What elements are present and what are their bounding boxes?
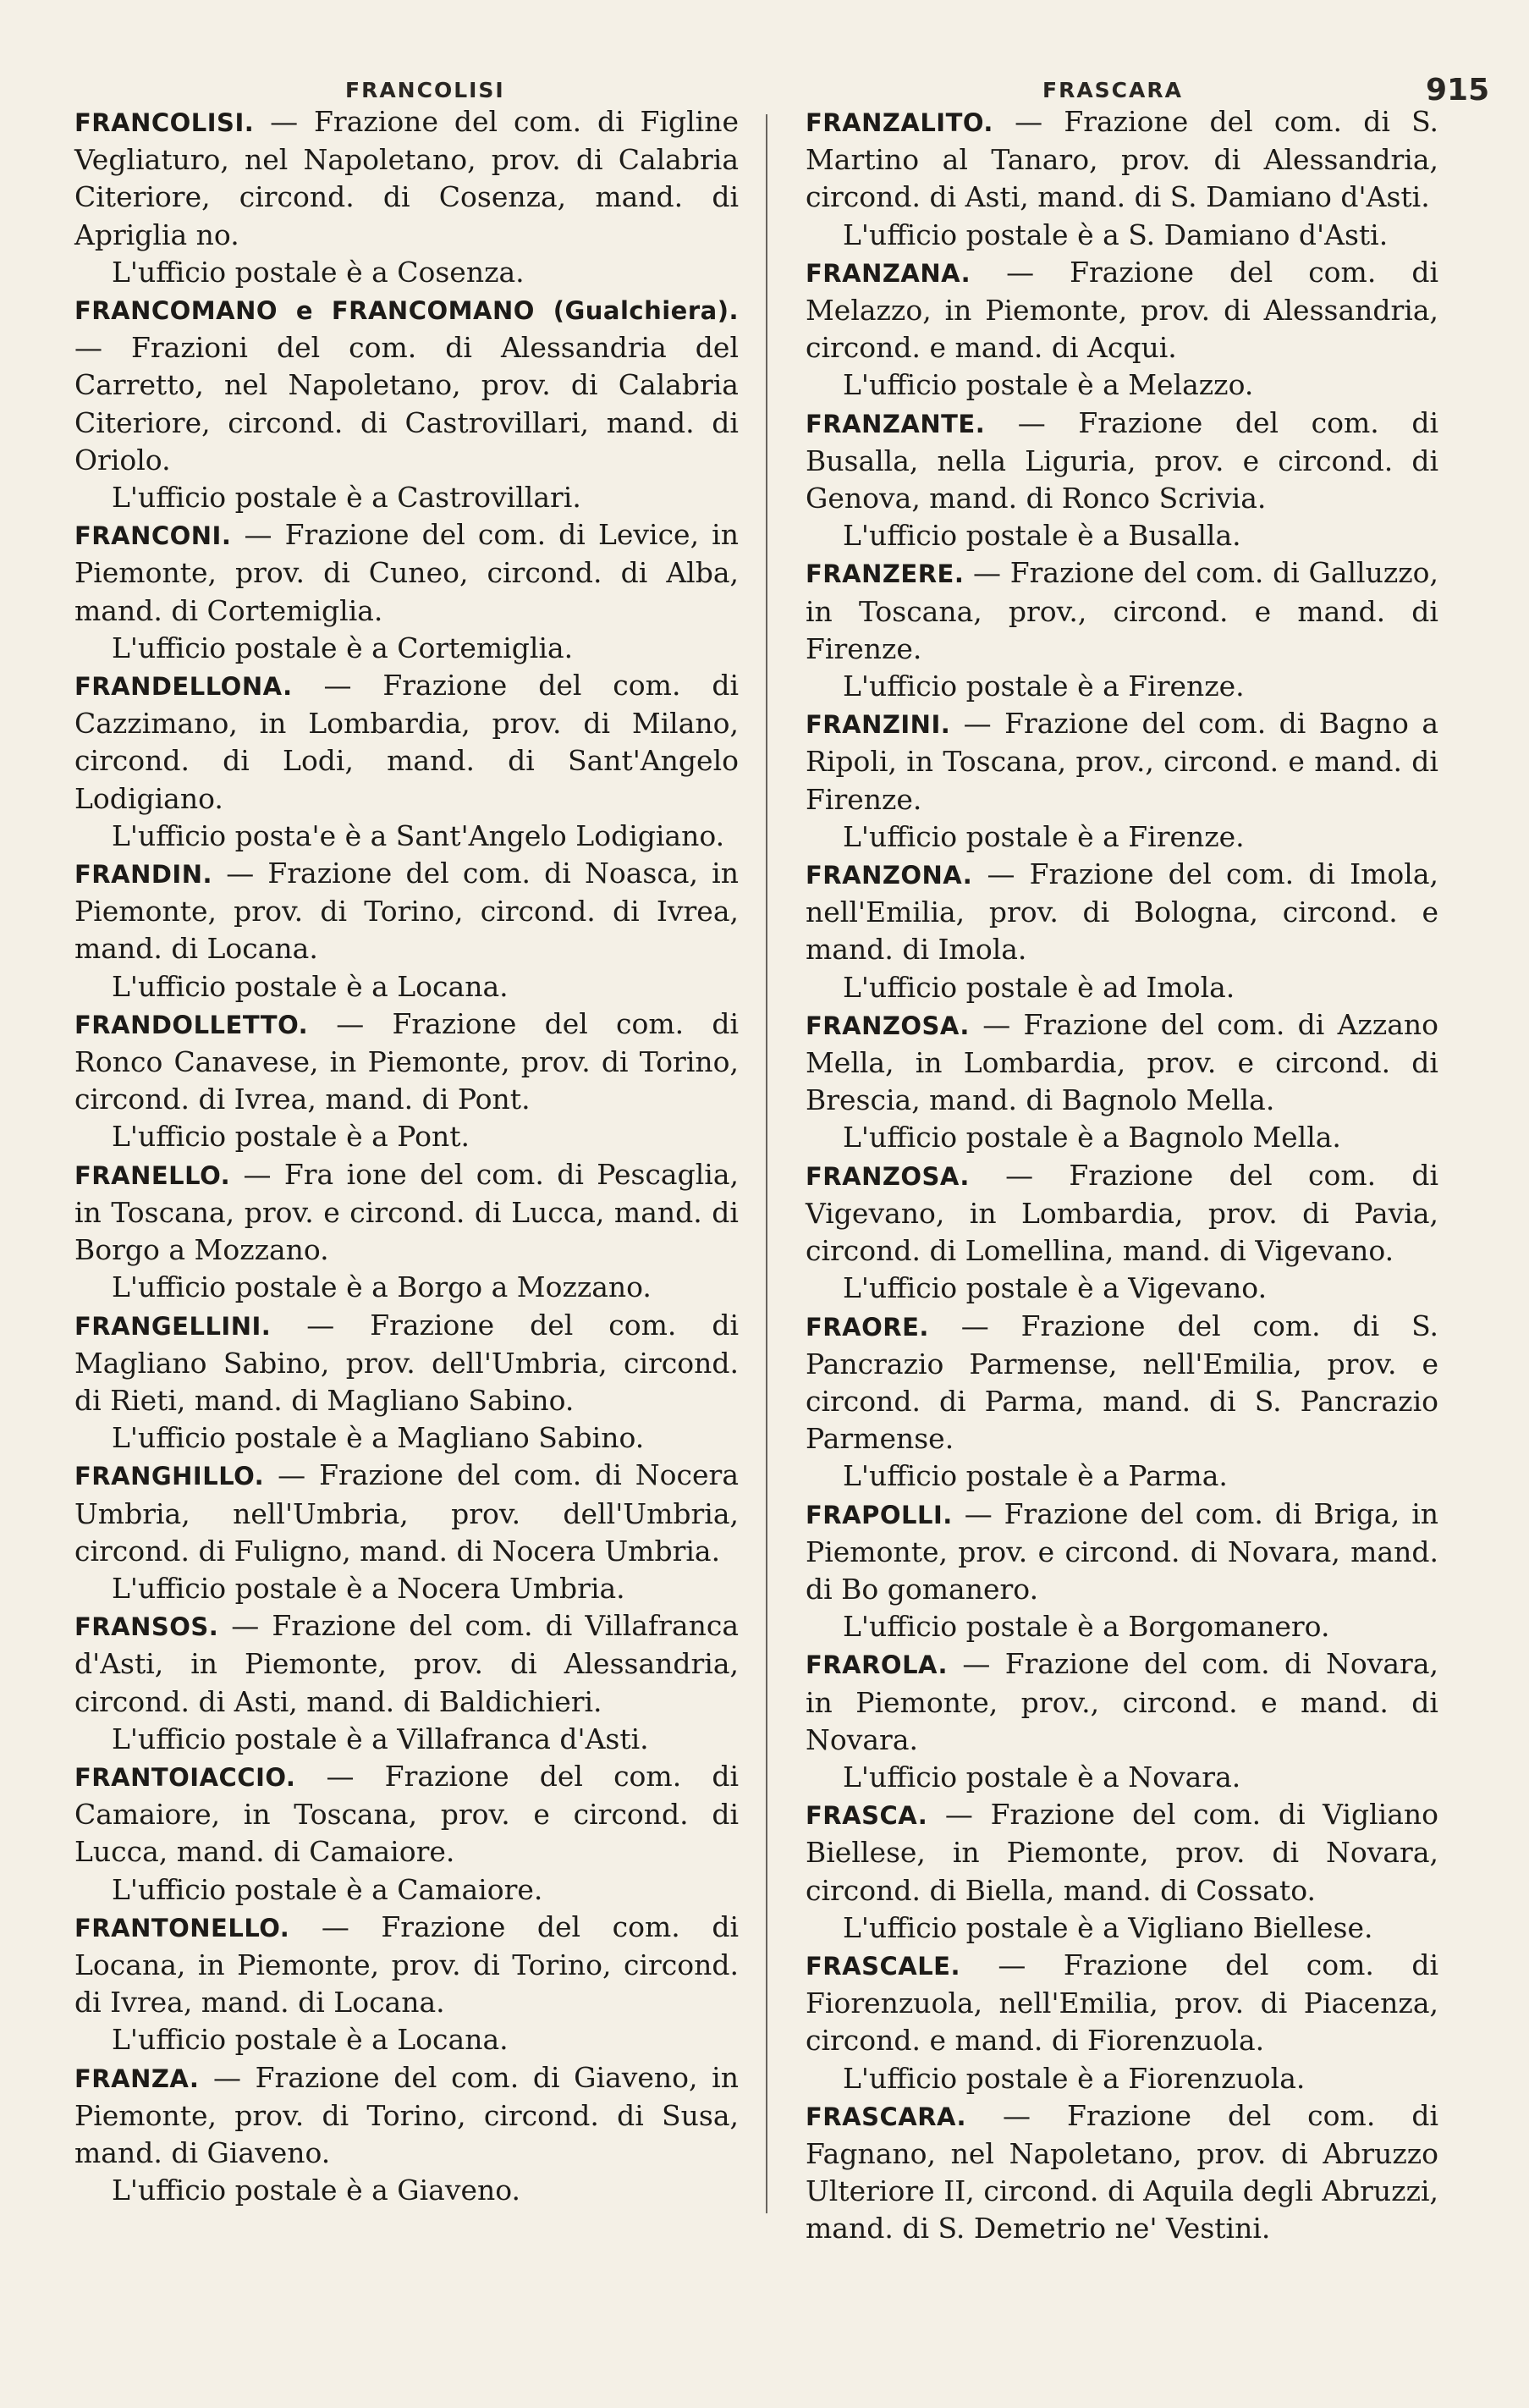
entry [74, 103, 739, 291]
entry-text: — Frazione del com. di Locana, in Piemonte, prov. di Torino, circond. di Ivrea, mand. di Locana. [74, 1909, 739, 2020]
entry [806, 1796, 1438, 1947]
entry-headword: FRANSOS. [74, 1612, 219, 1642]
entry-headword: FRANDIN. [74, 860, 213, 890]
entry-post-office: L'ufficio postale è ad Imola. [843, 970, 1235, 1004]
entry-headword: FRANDELLONA. [74, 672, 293, 702]
entry-post-office: L'ufficio postale è a Vigliano Biellese. [843, 1910, 1373, 1944]
entry-headword: FRANCOLISI. [74, 108, 255, 137]
running-head-center: FRASCARA [1042, 78, 1183, 102]
entry [806, 2097, 1438, 2248]
entry-body [806, 1496, 1438, 1609]
entry [806, 1157, 1438, 1308]
entry-text: — Frazione del com. di Imola, nell'Emilia, prov. di Bologna, circond. e mand. di Imola. [806, 857, 1438, 967]
entry-headword: FRAORE. [806, 1312, 929, 1342]
entry-post-office: L'ufficio postale è a Borgo a Mozzano. [112, 1270, 652, 1304]
entry-body [74, 855, 739, 968]
entry-headword: FRANTOIACCIO. [74, 1762, 296, 1792]
entry-text: — Frazione del com. di S. Pancrazio Parmense, nell'Emilia, prov. e circond. di Parma, mand. di S. Pancrazio Parmense. [806, 1309, 1438, 1456]
entry-post-office: L'ufficio postale è a Nocera Umbria. [112, 1571, 625, 1605]
entry-text: — Frazione del com. di Galluzzo, in Toscana, prov., circond. e mand. di Firenze. [806, 556, 1438, 665]
entry-post-office: L'ufficio postale è a Cosenza. [112, 255, 525, 289]
entry [74, 2059, 739, 2210]
entry-body [806, 103, 1438, 217]
entry-body [74, 1909, 739, 2022]
entry-text: — Frazione del com. di Figline Vegliaturo, nel Napoletano, prov. di Calabria Citeriore, circond. di Cosenza, mand. di Apriglia no. [74, 105, 739, 251]
entry-post-office: L'ufficio postale è a Vigevano. [843, 1271, 1268, 1305]
entry-body [806, 1308, 1438, 1458]
entry-headword: FRANGHILLO. [74, 1462, 265, 1491]
entry-body [74, 1307, 739, 1420]
entry-post-office: L'ufficio posta'e è a Sant'Angelo Lodigiano. [112, 818, 725, 852]
entry-body [74, 2059, 739, 2173]
entry-post-office: L'ufficio postale è a Locana. [112, 2023, 509, 2057]
entry-headword: FRANTONELLO. [74, 1913, 290, 1942]
right-column [806, 103, 1438, 2270]
entry-text: — Frazione del com. di Vigevano, in Lombardia, prov. di Pavia, circond. di Lomellina, mand. di Vigevano. [806, 1158, 1438, 1268]
entry-text: — Frazione del com. di Noasca, in Piemonte, prov. di Torino, circond. di Ivrea, mand. di Locana. [74, 857, 739, 966]
entry-post-office: L'ufficio postale è a Pont. [112, 1120, 470, 1154]
entry-headword: FRANZANTE. [806, 409, 986, 438]
entry-post-office: L'ufficio postale è a Firenze. [843, 819, 1245, 853]
entry [806, 405, 1438, 555]
entry-text: — Frazione del com. di Villafranca d'Asti, in Piemonte, prov. di Alessandria, circond. di Asti, mand. di Baldichieri. [74, 1609, 739, 1718]
entry-post-office: L'ufficio postale è a Melazzo. [843, 368, 1254, 402]
entry-headword: FRANZALITO. [806, 108, 993, 137]
entry [806, 554, 1438, 705]
entry-headword: FRASCARA. [806, 2102, 967, 2131]
entry [74, 1457, 739, 1607]
entry-text: — Frazione del com. di Fagnano, nel Napoletano, prov. di Abruzzo Ulteriore II, circond. di Aquila degli Abruzzi, mand. di S. Demetrio ne' Vestini. [806, 2098, 1438, 2245]
entry-text: — Frazione del com. di Giaveno, in Piemonte, prov. di Torino, circond. di Susa, mand. di Giaveno. [74, 2060, 739, 2169]
entry [806, 705, 1438, 856]
entry-text: — Fra ione del com. di Pescaglia, in Toscana, prov. e circond. di Lucca, mand. di Borgo a Mozzano. [74, 1157, 739, 1267]
entry-body [74, 1156, 739, 1270]
entry-body [806, 254, 1438, 367]
entry-post-office: L'ufficio postale è a Cortemiglia. [112, 631, 574, 664]
entry-post-office: L'ufficio postale è a Camaiore. [112, 1872, 543, 1906]
entry-body [806, 856, 1438, 969]
entry [74, 1607, 739, 1758]
entry-headword: FRANDOLLETTO. [74, 1010, 309, 1039]
entry-post-office: L'ufficio postale è a Borgomanero. [843, 1610, 1330, 1644]
entry-body [74, 1006, 739, 1119]
entry [806, 1308, 1438, 1496]
entry-body [806, 405, 1438, 518]
entry-headword: FRASCALE. [806, 1951, 961, 1981]
entry-headword: FRANZOSA. [806, 1011, 970, 1040]
entry [806, 856, 1438, 1006]
entry [74, 855, 739, 1006]
column-divider [766, 114, 767, 2213]
entry [74, 1758, 739, 1909]
entry-post-office: L'ufficio postale è a Locana. [112, 969, 509, 1003]
entry-headword: FRANELLO. [74, 1160, 231, 1190]
entry [74, 1006, 739, 1156]
entry [806, 1496, 1438, 1646]
entry [806, 1947, 1438, 2097]
entry [806, 1006, 1438, 1157]
entry-post-office: L'ufficio postale è a Busalla. [843, 519, 1241, 553]
entry-headword: FRANZA. [74, 2064, 200, 2093]
page-number: 915 [1426, 73, 1490, 107]
entry-body [806, 1157, 1438, 1270]
left-column [74, 103, 739, 2270]
entry-text: — Frazione del com. di Busalla, nella Liguria, prov. e circond. di Genova, mand. di Ronco Scrivia. [806, 405, 1438, 515]
entry-text: — Frazione del com. di Melazzo, in Piemonte, prov. di Alessandria, circond. e mand. di Acqui. [806, 255, 1438, 365]
entry [74, 1909, 739, 2059]
entry-post-office: L'ufficio postale è a Castrovillari. [112, 481, 581, 515]
entry-body [806, 2097, 1438, 2248]
entry-body [74, 291, 739, 479]
entry-headword: FRANZONA. [806, 861, 973, 890]
entry-body [74, 1457, 739, 1570]
entry-body [74, 1758, 739, 1871]
entry-post-office: L'ufficio postale è a Fiorenzuola. [843, 2061, 1306, 2095]
entry-body [74, 103, 739, 254]
entry [74, 1156, 739, 1307]
entry-headword: FRAPOLLI. [806, 1500, 953, 1529]
entry-post-office: L'ufficio postale è a Giaveno. [112, 2174, 521, 2207]
entry [74, 667, 739, 855]
entry-text: — Frazione del com. di Fiorenzuola, nell'Emilia, prov. di Piacenza, circond. e mand. di Fiorenzuola. [806, 1948, 1438, 2058]
entry-body [74, 516, 739, 630]
entry-text: — Frazione del com. di Magliano Sabino, prov. dell'Umbria, circond. di Rieti, mand. di Magliano Sabino. [74, 1308, 739, 1417]
entry [74, 1307, 739, 1457]
entry-post-office: L'ufficio postale è a Firenze. [843, 670, 1245, 703]
entry-text: — Frazione del com. di Camaiore, in Toscana, prov. e circond. di Lucca, mand. di Camaiore. [74, 1759, 739, 1869]
entry-body [806, 1006, 1438, 1120]
entry-body [806, 1796, 1438, 1909]
entry-text: — Frazione del com. di Levice, in Piemonte, prov. di Cuneo, circond. di Alba, mand. di Cortemiglia. [74, 518, 739, 627]
entry-headword: FRANZANA. [806, 258, 971, 288]
entry-text: — Frazione del com. di Azzano Mella, in Lombardia, prov. e circond. di Brescia, mand. di Bagnolo Mella. [806, 1007, 1438, 1117]
entry-body [806, 1645, 1438, 1759]
entry-body [74, 1607, 739, 1721]
entry-text: — Frazione del com. di Novara, in Piemonte, prov., circond. e mand. di Novara. [806, 1647, 1438, 1756]
entry-headword: FRANCOMANO e FRANCOMANO (Gualchiera). [74, 296, 739, 326]
entry-headword: FRANZINI. [806, 710, 951, 740]
entry [74, 291, 739, 516]
running-head-left: FRANCOLISI [345, 78, 505, 102]
entry-text: — Frazione del com. di Vigliano Biellese, in Piemonte, prov. di Novara, circond. di Biella, mand. di Cossato. [806, 1798, 1438, 1907]
entry-text: — Frazioni del com. di Alessandria del Carretto, nel Napoletano, prov. di Calabria Citeriore, circond. di Castrovillari, mand. di Oriolo. [74, 331, 739, 477]
entry-headword: FRAROLA. [806, 1650, 949, 1680]
entry-text: — Frazione del com. di Cazzimano, in Lombardia, prov. di Milano, circond. di Lodi, mand. di Sant'Angelo Lodigiano. [74, 669, 739, 815]
entry-post-office: L'ufficio postale è a Villafranca d'Asti. [112, 1722, 649, 1755]
entry [806, 254, 1438, 405]
entry [806, 103, 1438, 254]
entry-post-office: L'ufficio postale è a Bagnolo Mella. [843, 1121, 1341, 1154]
entry-body [806, 554, 1438, 668]
entry-headword: FRANZOSA. [806, 1161, 970, 1191]
entry-post-office: L'ufficio postale è a Novara. [843, 1760, 1241, 1794]
entry-text: — Frazione del com. di S. Martino al Tanaro, prov. di Alessandria, circond. di Asti, mand. di S. Damiano d'Asti. [806, 105, 1438, 214]
entry-headword: FRANCONI. [74, 521, 232, 551]
entry-post-office: L'ufficio postale è a S. Damiano d'Asti. [843, 218, 1389, 251]
entry-text: — Frazione del com. di Briga, in Piemonte, prov. e circond. di Novara, mand. di Bo gomanero. [806, 1496, 1438, 1606]
entry-post-office: L'ufficio postale è a Magliano Sabino. [112, 1421, 645, 1455]
entry-body [806, 1947, 1438, 2060]
entry [74, 516, 739, 667]
entry [806, 1645, 1438, 1796]
entry-body [806, 705, 1438, 818]
entry-headword: FRANGELLINI. [74, 1311, 272, 1341]
entry-text: — Frazione del com. di Nocera Umbria, nell'Umbria, prov. dell'Umbria, circond. di Fuligno, mand. di Nocera Umbria. [74, 1458, 739, 1568]
entry-headword: FRASCA. [806, 1801, 928, 1831]
entry-headword: FRANZERE. [806, 559, 965, 589]
entry-text: — Frazione del com. di Bagno a Ripoli, in Toscana, prov., circond. e mand. di Firenze. [806, 707, 1438, 816]
entry-post-office: L'ufficio postale è a Parma. [843, 1459, 1228, 1493]
entry-body [74, 667, 739, 818]
entry-text: — Frazione del com. di Ronco Canavese, in Piemonte, prov. di Torino, circond. di Ivrea, mand. di Pont. [74, 1006, 739, 1116]
